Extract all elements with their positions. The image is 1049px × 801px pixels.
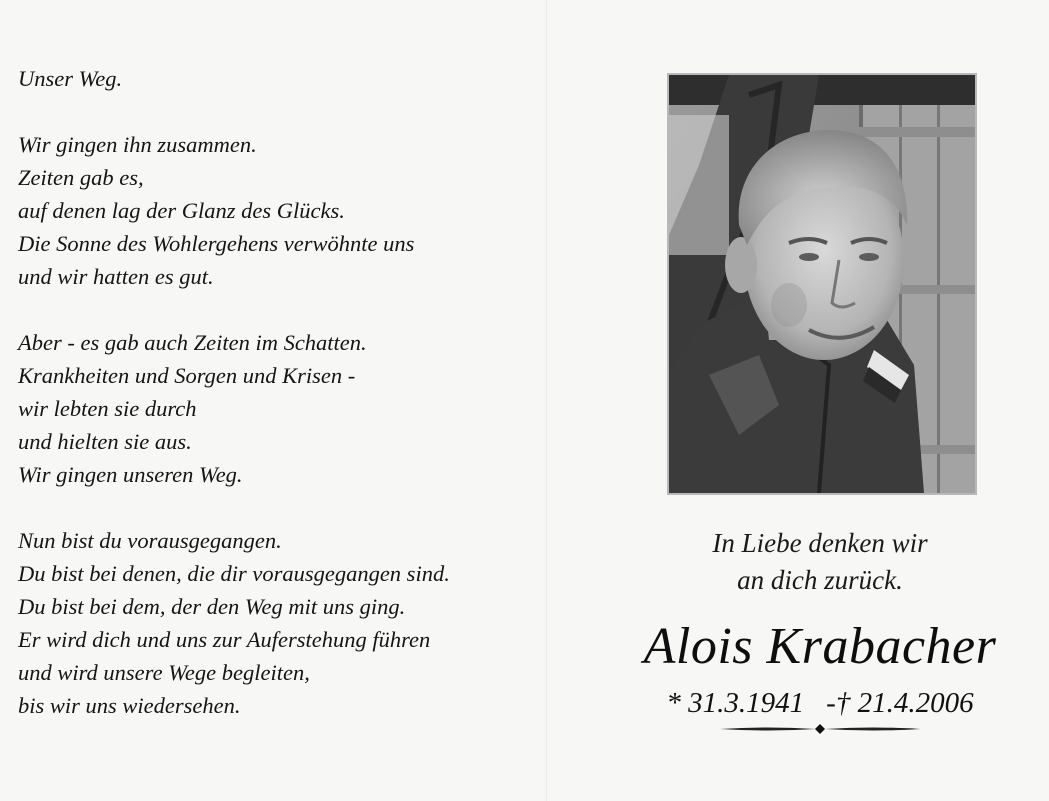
birth-date: * 31.3.1941: [666, 687, 805, 719]
poem-line: Du bist bei dem, der den Weg mit uns ging.: [18, 594, 406, 619]
remembrance-line-1: In Liebe denken wir: [712, 528, 928, 558]
life-dates: [600, 683, 1040, 723]
card-fold-line: [546, 0, 547, 801]
poem-line: auf denen lag der Glanz des Glücks.: [18, 198, 345, 223]
poem-line: und hielten sie aus.: [18, 429, 192, 454]
poem-line: und wir hatten es gut.: [18, 264, 214, 289]
remembrance-text: [620, 525, 1020, 599]
death-date: † 21.4.2006: [835, 687, 974, 719]
poem-line: Er wird dich und uns zur Auferstehung führen: [18, 627, 431, 652]
portrait-illustration: [669, 75, 975, 493]
poem-line: Wir gingen ihn zusammen.: [18, 132, 257, 157]
poem-stanza-1: [18, 128, 538, 293]
poem-line: und wird unsere Wege begleiten,: [18, 660, 310, 685]
poem-line: Nun bist du vorausgegangen.: [18, 528, 282, 553]
poem-line: bis wir uns wiedersehen.: [18, 693, 241, 718]
poem-line: Aber - es gab auch Zeiten im Schatten.: [18, 330, 367, 355]
poem-stanza-2: [18, 326, 538, 491]
poem-title: Unser Weg.: [18, 66, 123, 91]
portrait-photo: [667, 73, 977, 495]
poem: [18, 62, 538, 722]
date-dash: -: [826, 687, 836, 719]
poem-line: Wir gingen unseren Weg.: [18, 462, 243, 487]
ornament-divider: [718, 723, 923, 735]
poem-line: wir lebten sie durch: [18, 396, 197, 421]
remembrance-line-2: an dich zurück.: [737, 565, 903, 595]
deceased-name: Alois Krabacher: [643, 618, 997, 675]
poem-stanza-3: [18, 524, 538, 722]
poem-line: Zeiten gab es,: [18, 165, 144, 190]
poem-line: Die Sonne des Wohlergehens verwöhnte uns: [18, 231, 415, 256]
poem-line: Du bist bei denen, die dir vorausgegangen sind.: [18, 561, 450, 586]
poem-line: Krankheiten und Sorgen und Krisen -: [18, 363, 356, 388]
